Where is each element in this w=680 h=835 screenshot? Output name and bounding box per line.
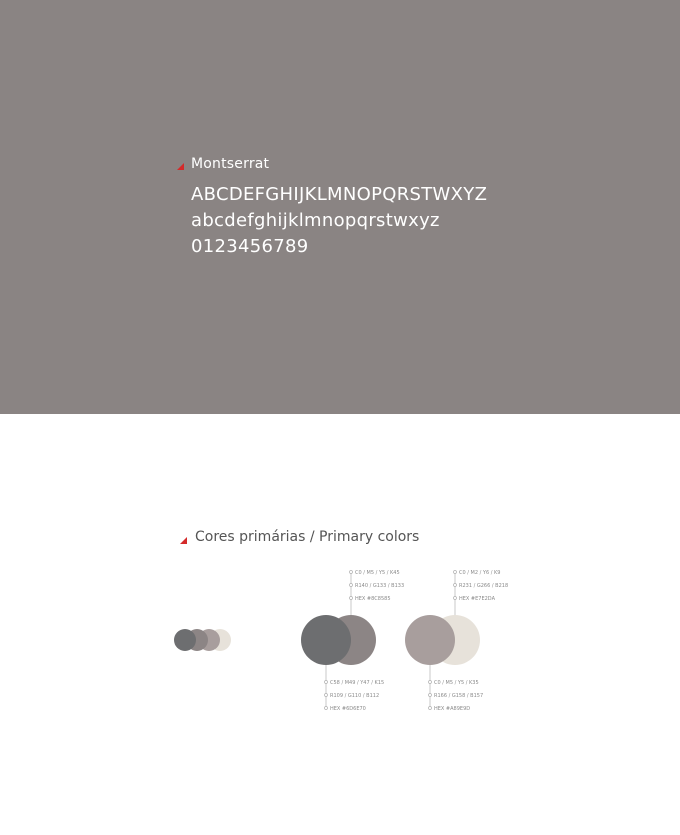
spec-e7e2da-hex: HEX #E7E2DA <box>459 596 495 602</box>
glyphs-lowercase: abcdefghijklmnopqrstwxyz <box>191 210 440 231</box>
spec-6d6e70-cmyk: C58 / M49 / Y47 / K15 <box>330 680 385 686</box>
glyphs-uppercase: ABCDEFGHIJKLMNOPQRSTWXYZ <box>191 184 488 205</box>
spec-8c8585-cmyk: C0 / M5 / Y5 / K45 <box>355 570 400 576</box>
swatch-6d6e70 <box>301 615 351 665</box>
spec-8c8585-hex: HEX #8C8585 <box>355 596 391 602</box>
glyphs-digits: 0123456789 <box>191 236 309 257</box>
spec-6d6e70-hex: HEX #6D6E70 <box>330 706 366 712</box>
spec-e7e2da-rgb: R231 / G266 / B218 <box>459 583 509 589</box>
spec-a89e9d-rgb: R166 / G158 / B157 <box>434 693 484 699</box>
small-swatch-1 <box>174 629 196 651</box>
spec-e7e2da-cmyk: C0 / M2 / Y6 / K9 <box>459 570 501 576</box>
font-name: Montserrat <box>191 156 270 172</box>
spec-a89e9d-cmyk: C0 / M5 / Y5 / K35 <box>434 680 479 686</box>
swatch-a89e9d <box>405 615 455 665</box>
spec-a89e9d-hex: HEX #A89E9D <box>434 706 471 712</box>
spec-8c8585-rgb: R140 / G133 / B133 <box>355 583 405 589</box>
section-title: Cores primárias / Primary colors <box>195 529 420 545</box>
spec-6d6e70-rgb: R109 / G110 / B112 <box>330 693 380 699</box>
